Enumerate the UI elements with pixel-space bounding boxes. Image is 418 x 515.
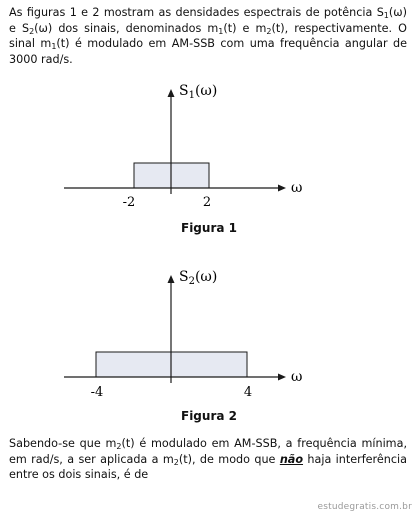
question-subscript: 2 (116, 442, 122, 451)
intro-subscript: 1 (51, 42, 57, 52)
question-paragraph (9, 436, 407, 483)
figure-1-tick-right: 2 (202, 195, 212, 210)
figure-2-x-label: ω (291, 369, 303, 385)
figure-2-spectrum (0, 258, 418, 398)
figure-2-x-arrow (278, 374, 286, 381)
intro-text: As figuras 1 e 2 mostram as densidades espectrais de potência S (9, 6, 384, 19)
figure-2-tick-right: 4 (243, 385, 253, 398)
question-text: Sabendo-se que m (9, 437, 117, 450)
question-text: (t), de modo que (178, 452, 280, 466)
figure-1-spectrum (0, 70, 418, 210)
intro-paragraph (9, 5, 407, 67)
figure-1-caption: Figura 1 (181, 221, 237, 235)
figure-1-x-label: ω (291, 180, 303, 196)
question-subscript: 2 (173, 457, 179, 467)
intro-text: (ω) e S (9, 6, 407, 35)
intro-text: (t) e m (223, 21, 267, 35)
figure-2-y-label: $S_2(\omega)$ (179, 269, 218, 287)
intro-subscript: 2 (29, 26, 35, 36)
emphasis-nao: não (279, 452, 304, 466)
intro-subscript: 1 (218, 26, 224, 36)
figure-1-y-arrow (168, 89, 175, 97)
intro-text: (t) é modulado em AM-SSB com uma frequência angular de 3000 rad/s. (9, 37, 407, 66)
figure-1-y-label: $S_1(\omega)$ (179, 83, 218, 101)
figure-1-x-arrow (278, 185, 286, 192)
intro-text: (ω) dos sinais, denominados m (34, 21, 219, 35)
intro-subscript: 1 (383, 11, 389, 20)
figure-2-tick-left: -4 (90, 385, 104, 398)
question-text: (t) é modulado em AM-SSB, a frequência mínima, em rad/s, a ser aplicada a m (9, 437, 407, 466)
figure-2-y-arrow (168, 275, 175, 283)
figure-1-tick-left: -2 (122, 195, 136, 210)
intro-subscript: 2 (266, 26, 272, 36)
question-text: haja interferência entre os dois sinais, é de (9, 452, 408, 482)
intro-text: (t), respectivamente. O sinal m (9, 21, 407, 51)
figure-2-caption: Figura 2 (181, 409, 237, 423)
site-watermark: estudegratis.com.br (317, 502, 412, 512)
